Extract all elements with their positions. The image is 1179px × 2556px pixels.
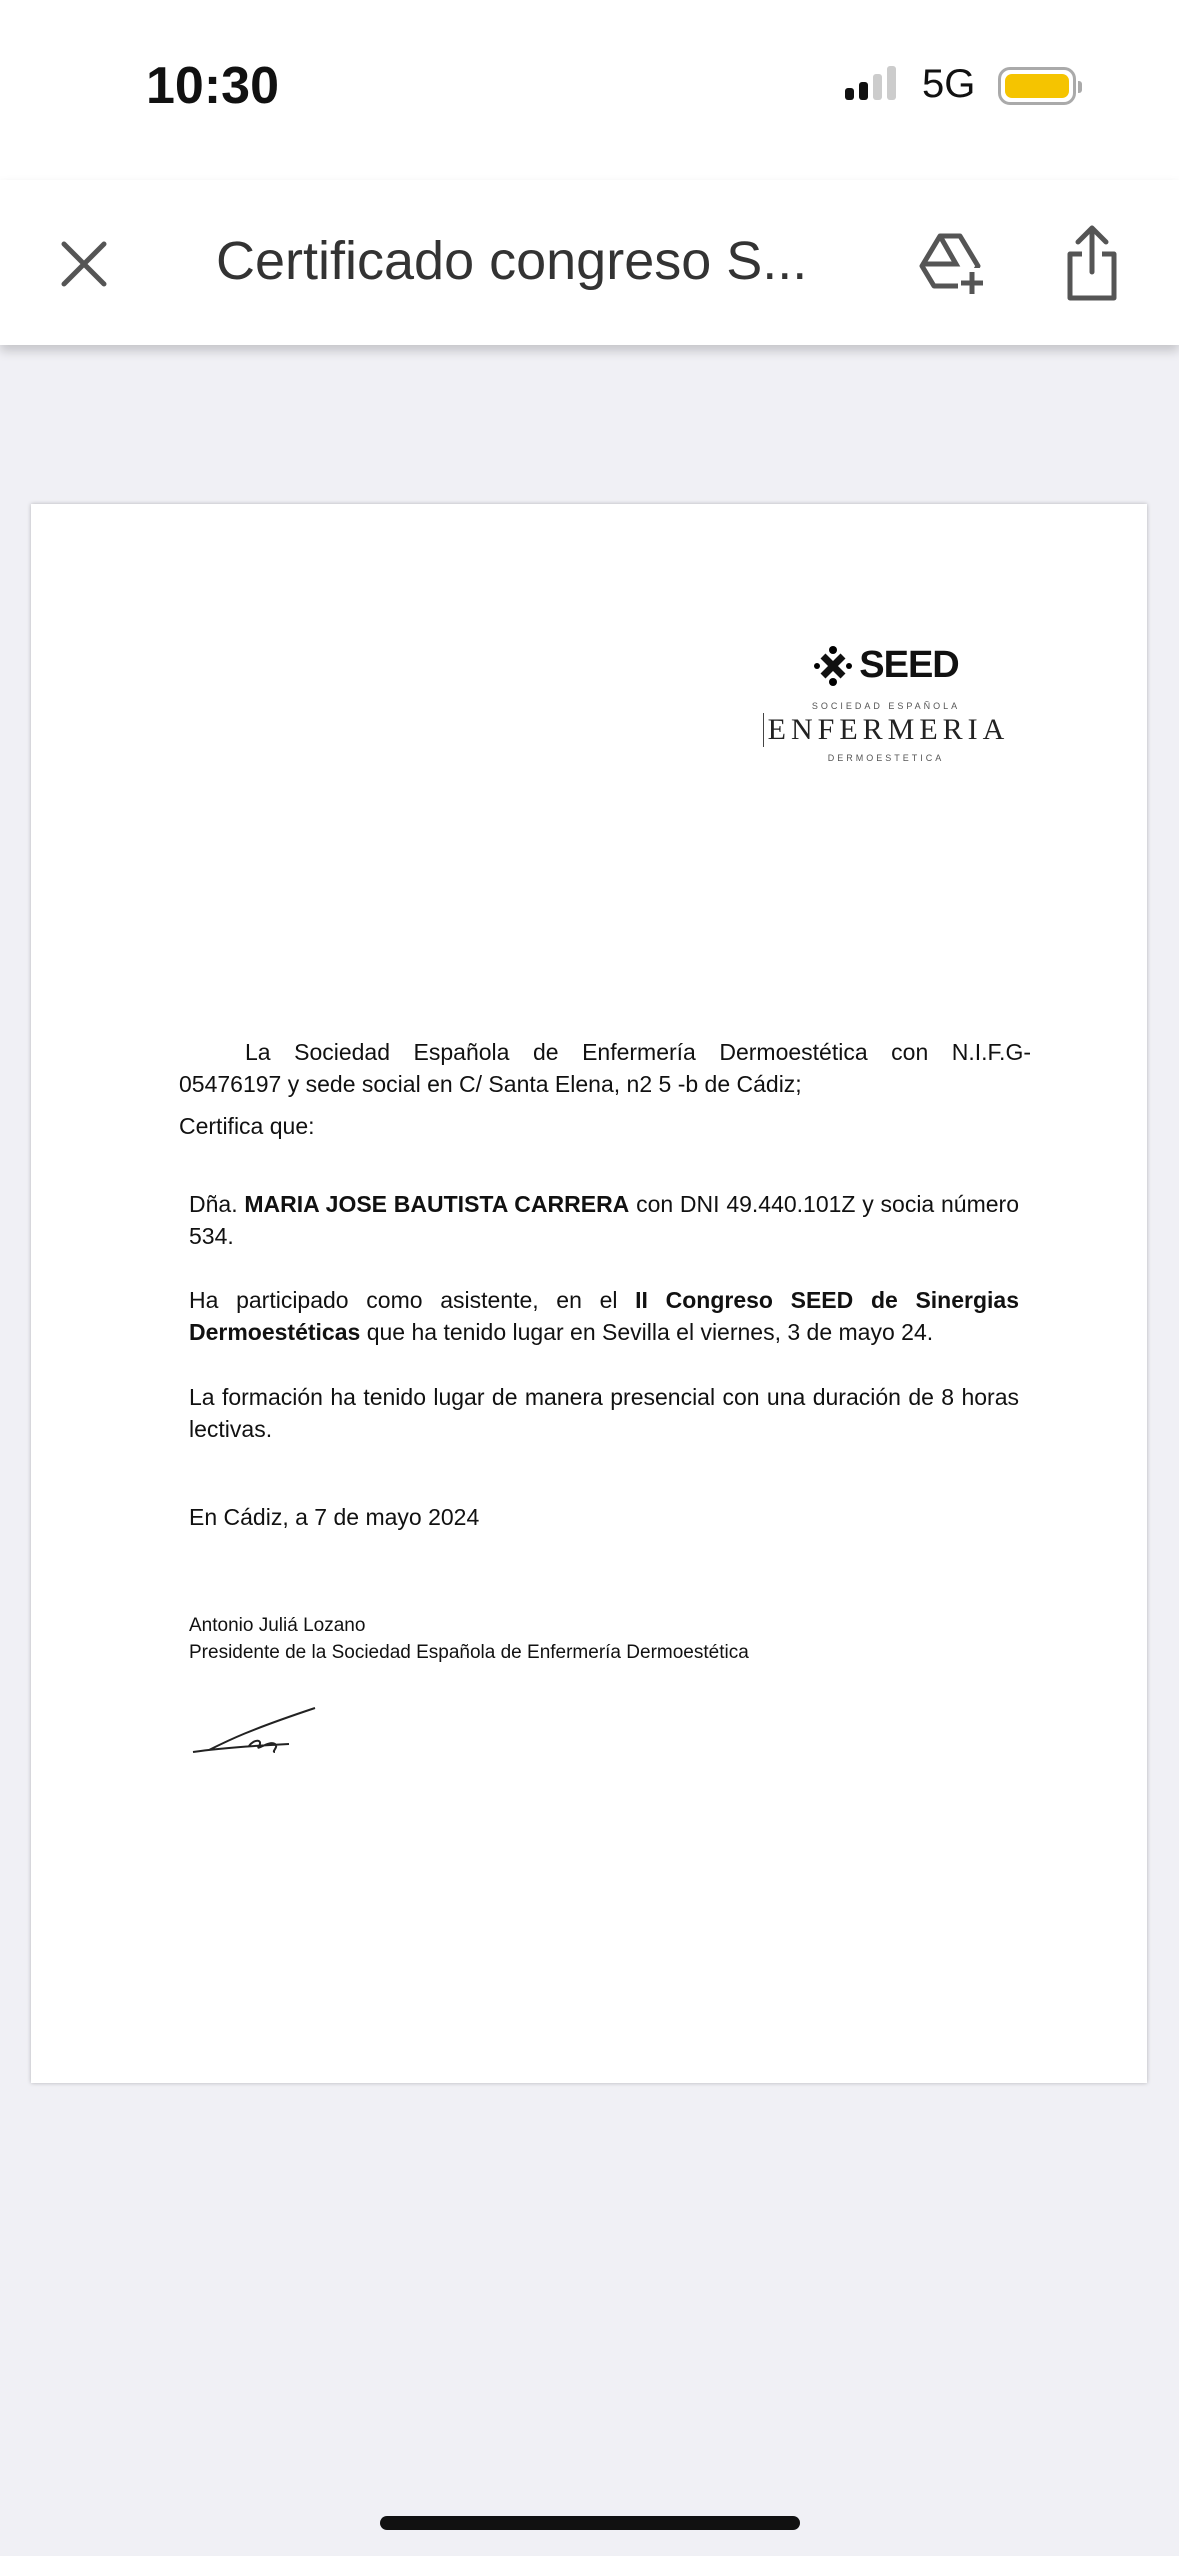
p2-post: que ha tenido lugar en Sevilla el viernes, 3 de mayo 24. (360, 1319, 934, 1345)
intro-line-1: La Sociedad Española de Enfermería Dermoestética con N.I.F.G- (245, 1039, 1031, 1065)
seed-logo (751, 644, 1021, 763)
seed-emblem-icon (813, 646, 853, 686)
signer-title: Presidente de la Sociedad Española de Enfermería Dermoestética (189, 1642, 749, 1663)
p1-pre: Dña. (189, 1191, 245, 1217)
logo-line2: ENFERMERIA (763, 713, 1010, 747)
add-to-drive-icon[interactable] (916, 228, 986, 298)
congress-name: II Congreso SEED de Sinergias Dermoestéticas (189, 1287, 1019, 1345)
pdf-page (31, 504, 1147, 2083)
viewer-header (0, 180, 1179, 345)
status-time: 10:30 (146, 57, 279, 115)
share-icon[interactable] (1064, 222, 1120, 302)
p1-post: con DNI 49.440.101Z y socia número 534. (189, 1191, 1019, 1249)
p2-pre: Ha participado como asistente, en el (189, 1287, 636, 1313)
document-title: Certificado congreso S... (216, 231, 808, 291)
home-indicator[interactable] (380, 2516, 800, 2530)
intro-paragraph (179, 1036, 1031, 1100)
date-line: En Cádiz, a 7 de mayo 2024 (189, 1504, 480, 1530)
cellular-signal-icon (845, 66, 896, 100)
logo-line3: DERMOESTETICA (827, 753, 945, 763)
attendee-name: MARIA JOSE BAUTISTA CARRERA (244, 1191, 630, 1217)
signer-name: Antonio Juliá Lozano (189, 1615, 366, 1636)
intro-line-2: 05476197 y sede social en C/ Santa Elena, n2 5 -b de Cádiz; (179, 1071, 802, 1097)
certifica-label: Certifica que: (179, 1113, 315, 1139)
attendee-paragraph (189, 1188, 1019, 1252)
close-icon[interactable] (56, 236, 112, 292)
signature (189, 1700, 329, 1760)
participation-paragraph (189, 1284, 1019, 1348)
logo-brand: SEED (859, 644, 959, 686)
logo-line1: SOCIEDAD ESPAÑOLA (811, 701, 961, 711)
network-type: 5G (922, 62, 976, 106)
training-paragraph: La formación ha tenido lugar de manera presencial con una duración de 8 horas lectivas. (189, 1384, 1019, 1442)
status-bar (0, 0, 1179, 180)
battery-icon (998, 67, 1076, 105)
